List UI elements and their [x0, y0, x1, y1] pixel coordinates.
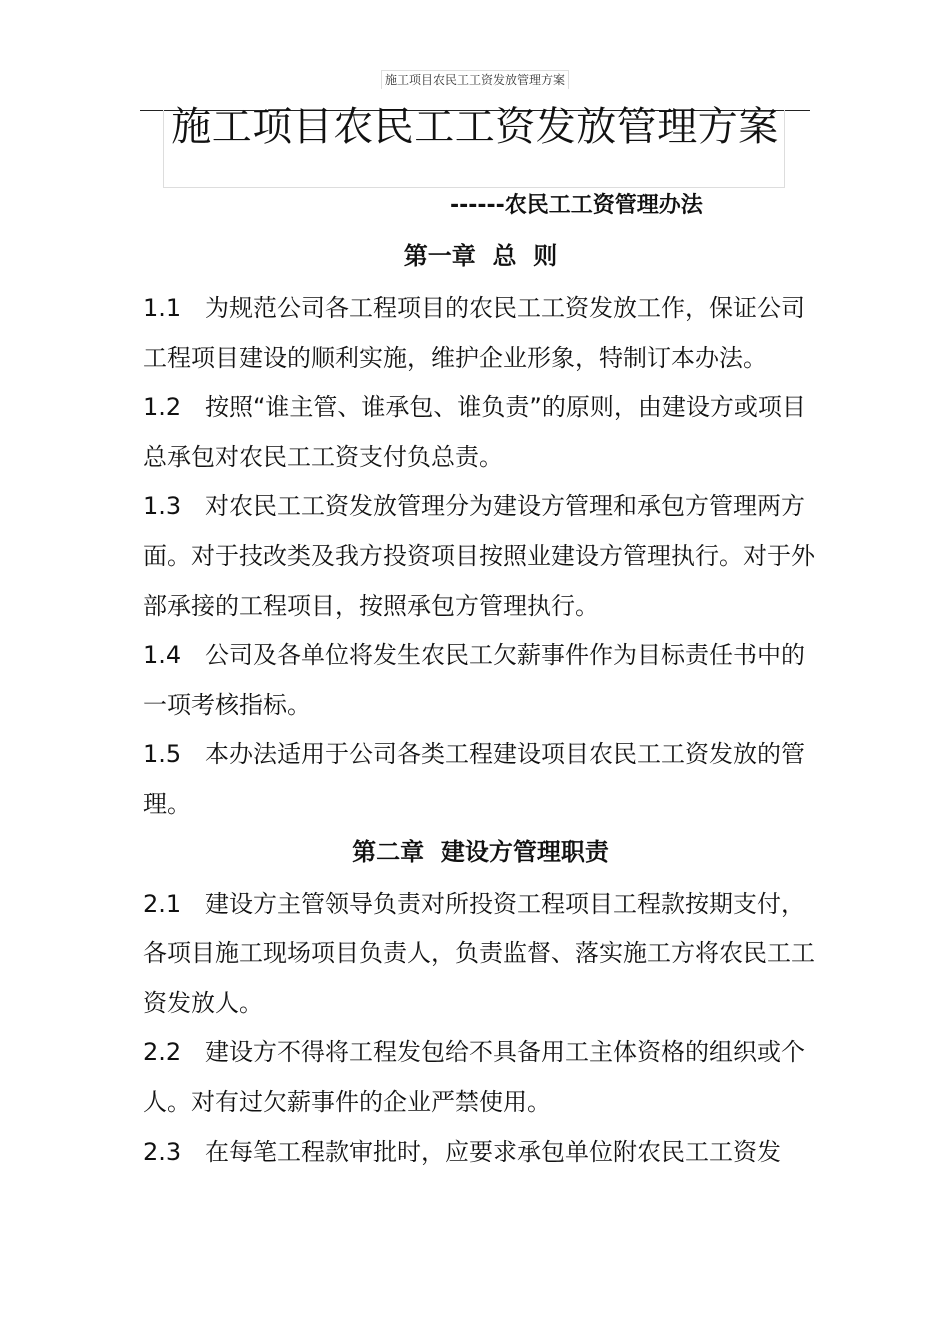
- clause-text: 本办法适用于公司各类工程建设项目农民工工资发放的管理。: [143, 740, 805, 818]
- clause: [143, 284, 818, 383]
- clause-number: 2.3: [143, 1137, 182, 1166]
- clause-number: 1.3: [143, 492, 182, 521]
- page-header: [0, 70, 950, 89]
- clause-text: 公司及各单位将发生农民工欠薪事件作为目标责任书中的一项考核指标。: [143, 641, 805, 719]
- clause-text: 按照“谁主管、谁承包、谁负责”的原则，由建设方或项目总承包对农民工工资支付负总责。: [143, 393, 806, 471]
- clause-text: 建设方主管领导负责对所投资工程项目工程款按期支付，各项目施工现场项目负责人，负责监督、落实施工方将农民工工资发放人。: [143, 889, 815, 1017]
- clause-number: 2.2: [143, 1038, 182, 1067]
- clause: [143, 730, 818, 829]
- clause-number: 1.1: [143, 294, 182, 322]
- document-body: [143, 234, 818, 1177]
- clause-text: 为规范公司各工程项目的农民工工资发放工作，保证公司工程项目建设的顺利实施，维护企业形象，特制订本办法。: [143, 294, 805, 372]
- document-subtitle: ------农民工工资管理办法: [450, 193, 703, 218]
- clause-number: 2.1: [143, 889, 182, 918]
- running-header-title: 施工项目农民工工资发放管理方案: [381, 70, 569, 89]
- clause-text: 建设方不得将工程发包给不具备用工主体资格的组织或个人。对有过欠薪事件的企业严禁使用。: [143, 1038, 805, 1116]
- clause-text: 对农民工工资发放管理分为建设方管理和承包方管理两方面。对于技改类及我方投资项目按照业建设方管理执行。对于外部承接的工程项目，按照承包方管理执行。: [143, 492, 815, 620]
- clause-number: 1.5: [143, 740, 182, 769]
- clause: [143, 880, 818, 1029]
- clause: [143, 482, 818, 631]
- clause-number: 1.2: [143, 393, 182, 422]
- chapter-heading: 第二章 建设方管理职责: [352, 837, 609, 866]
- clause: [143, 383, 818, 482]
- clause: [143, 1028, 818, 1127]
- clause: [143, 631, 818, 730]
- document-title: 施工项目农民工工资发放管理方案: [171, 104, 779, 150]
- chapter-heading: 第一章 总 则: [403, 242, 558, 270]
- clause-text: 在每笔工程款审批时，应要求承包单位附农民工工资发: [205, 1137, 781, 1166]
- chapter-1: [143, 234, 818, 830]
- clause: [143, 1128, 818, 1178]
- chapter-2: [143, 830, 818, 1178]
- clause-number: 1.4: [143, 641, 182, 670]
